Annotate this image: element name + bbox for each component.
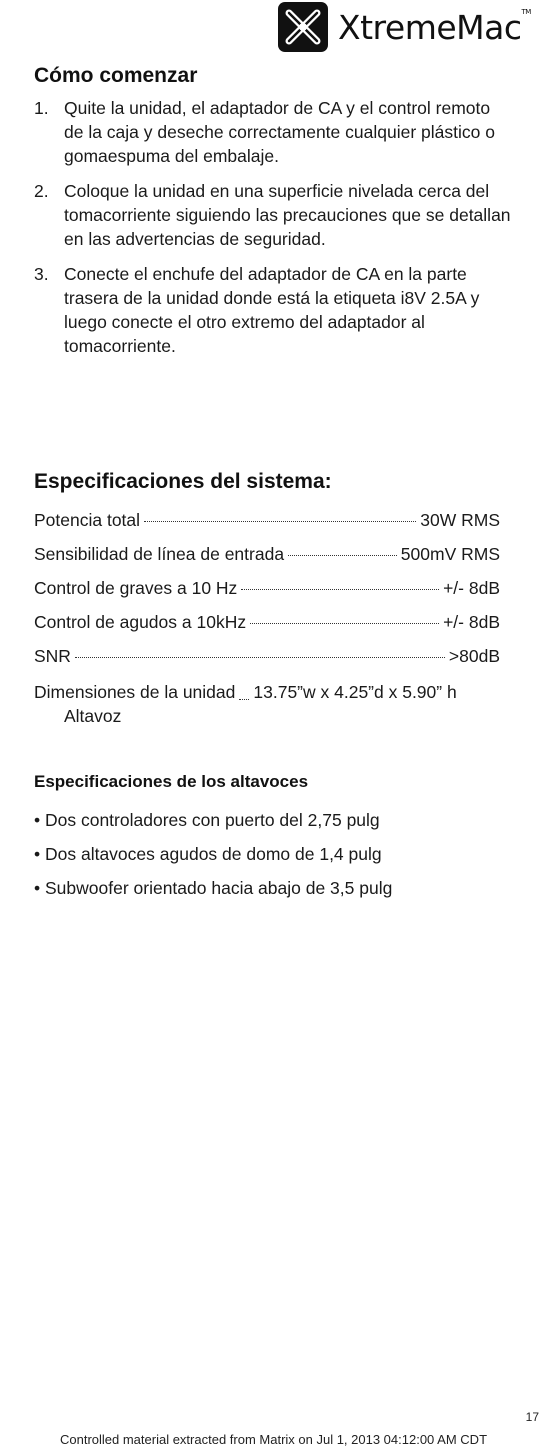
system-specs-heading: Especificaciones del sistema: — [34, 470, 332, 493]
dimensions-continuation: Altavoz — [64, 706, 122, 726]
step-number: 1. — [34, 98, 49, 118]
spec-label: Potencia total — [34, 510, 141, 530]
dot-leader — [250, 623, 439, 624]
dot-leader — [239, 676, 249, 700]
speaker-spec-item: • Dos controladores con puerto del 2,75 pulg — [34, 810, 380, 830]
dot-leader — [144, 521, 416, 522]
spec-row — [34, 644, 500, 668]
dot-leader — [288, 555, 397, 556]
dimensions-row — [34, 680, 504, 728]
spec-row — [34, 576, 500, 600]
spec-value: 500mV RMS — [400, 544, 500, 564]
spec-label: Control de graves a 10 Hz — [34, 578, 238, 598]
footer-watermark: Controlled material extracted from Matrix on Jul 1, 2013 04:12:00 AM CDT — [59, 1432, 488, 1447]
step-text: Quite la unidad, el adaptador de CA y el control remoto de la caja y deseche correctamente cualquier plástico o gomaespuma del embalaje. — [64, 98, 495, 166]
spec-value: 13.75”w x 4.25”d x 5.90” h — [253, 682, 457, 702]
step-number: 3. — [34, 264, 49, 284]
dot-leader — [241, 589, 439, 590]
getting-started-heading: Cómo comenzar — [34, 64, 198, 87]
step-item — [34, 96, 514, 168]
step-number: 2. — [34, 181, 49, 201]
spec-row — [34, 610, 500, 634]
step-text: Coloque la unidad en una superficie nivelada cerca del tomacorriente siguiendo las precauciones que se detallan en las advertencias de seguridad. — [64, 181, 511, 249]
x-logo-icon — [278, 2, 328, 52]
trademark-mark: TM — [521, 7, 531, 16]
brand-logo — [278, 0, 540, 54]
spec-label: Sensibilidad de línea de entrada — [34, 544, 285, 564]
spec-label: SNR — [34, 646, 71, 666]
brand-name: XtremeMac™ — [338, 7, 531, 47]
speaker-spec-item: • Dos altavoces agudos de domo de 1,4 pulg — [34, 844, 382, 864]
page-number: 17 — [525, 1410, 539, 1424]
spec-row — [34, 542, 500, 566]
speaker-spec-item: • Subwoofer orientado hacia abajo de 3,5 pulg — [34, 878, 393, 898]
step-item — [34, 179, 514, 251]
spec-value: +/- 8dB — [443, 612, 500, 632]
step-text: Conecte el enchufe del adaptador de CA en la parte trasera de la unidad donde está la etiqueta i8V 2.5A y luego conecte el otro extremo del adaptador al tomacorriente. — [64, 264, 480, 356]
spec-value: >80dB — [448, 646, 500, 666]
spec-label: Dimensiones de la unidad — [34, 682, 236, 702]
spec-value: +/- 8dB — [443, 578, 500, 598]
spec-value: 30W RMS — [420, 510, 500, 530]
dot-leader — [75, 657, 445, 658]
spec-label: Control de agudos a 10kHz — [34, 612, 247, 632]
spec-row — [34, 508, 500, 532]
step-item — [34, 262, 514, 358]
getting-started-steps — [34, 96, 514, 369]
speaker-specs-heading: Especificaciones de los altavoces — [34, 772, 309, 791]
